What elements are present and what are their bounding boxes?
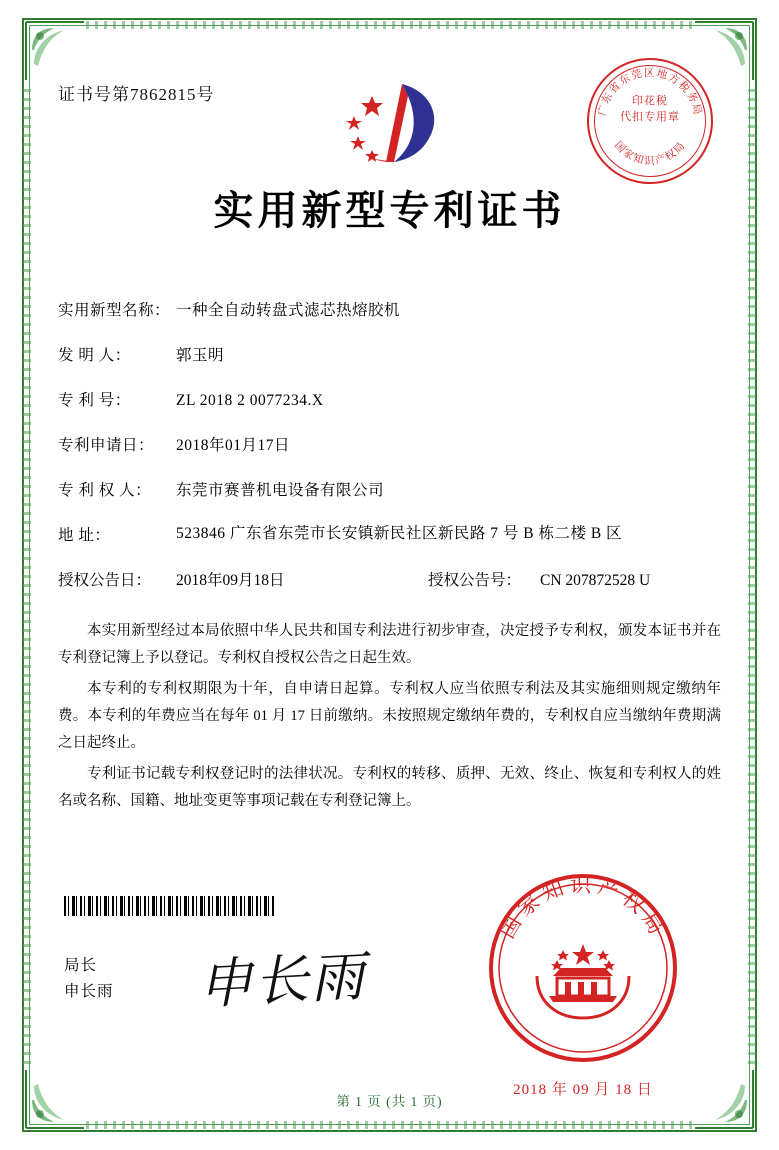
director-label: 局长 bbox=[64, 957, 98, 974]
field-application-date bbox=[58, 429, 721, 463]
field-value: 2018年01月17日 bbox=[176, 437, 291, 454]
field-value: 523846 广东省东莞市长安镇新民社区新民路 7 号 B 栋二楼 B 区 bbox=[176, 525, 623, 542]
field-patent-number bbox=[58, 384, 721, 418]
field-label: 地 址： bbox=[58, 527, 111, 544]
field-label: 实用新型名称： bbox=[58, 302, 171, 319]
field-utility-model-name bbox=[58, 294, 721, 328]
cnipa-logo-icon bbox=[328, 66, 458, 176]
paragraph-1: 本实用新型经过本局依照中华人民共和国专利法进行初步审查，决定授予专利权，颁发本证书并在专利登记簿上予以登记。专利权自授权公告之日起生效。 bbox=[58, 623, 721, 666]
field-label: 专 利 权 人： bbox=[58, 482, 152, 499]
grant-announcement-row bbox=[58, 564, 721, 598]
tax-stamp-line-2: 代扣专用章 bbox=[620, 111, 680, 123]
grant-announcement-number bbox=[428, 564, 650, 598]
grant-announcement-date bbox=[58, 564, 428, 598]
legal-text bbox=[58, 618, 721, 815]
tax-stamp bbox=[587, 58, 713, 184]
svg-text:国家知识产权局: 国家知识产权局 bbox=[494, 873, 672, 943]
field-address bbox=[58, 519, 721, 553]
paragraph-2: 本专利的专利权期限为十年，自申请日起算。专利权人应当依照专利法及其实施细则规定缴纳年费。本专利的年费应当在每年 01 月 17 日前缴纳。未按照规定缴纳年费的，专利权自应当缴纳年费期满之日起终止。 bbox=[58, 681, 721, 751]
page-title: 实用新型专利证书 bbox=[213, 188, 566, 233]
field-inventor bbox=[58, 339, 721, 373]
field-list bbox=[58, 294, 721, 598]
barcode bbox=[64, 896, 274, 916]
field-label: 专 利 号： bbox=[58, 392, 131, 409]
field-value: 郭玉明 bbox=[176, 347, 225, 364]
certificate-content bbox=[58, 58, 721, 1110]
official-seal bbox=[485, 870, 681, 1066]
seal-date: 2018 年 09 月 18 日 bbox=[513, 1082, 653, 1098]
svg-text:国家知识产权局: 国家知识产权局 bbox=[611, 139, 689, 167]
field-value: ZL 2018 2 0077234.X bbox=[176, 392, 324, 409]
field-label: 专利申请日： bbox=[58, 437, 155, 454]
director-name: 申长雨 bbox=[64, 983, 114, 1000]
field-label: 发 明 人： bbox=[58, 347, 131, 364]
field-value: 2018年09月18日 bbox=[176, 572, 285, 589]
tax-stamp-line-1: 印花税 bbox=[632, 95, 668, 107]
svg-text:广东省东莞区地方税务局: 广东省东莞区地方税务局 bbox=[597, 68, 703, 118]
field-value: CN 207872528 U bbox=[540, 572, 651, 589]
field-patentee bbox=[58, 474, 721, 508]
field-value: 东莞市赛普机电设备有限公司 bbox=[176, 482, 385, 499]
director-signature: 申长雨 bbox=[196, 944, 368, 1017]
director-block bbox=[64, 953, 114, 1005]
field-value: 一种全自动转盘式滤芯热熔胶机 bbox=[176, 302, 401, 319]
field-label: 授权公告号： bbox=[428, 572, 522, 589]
page-footer: 第 1 页 (共 1 页) bbox=[336, 1094, 443, 1109]
certificate-number: 证书号第7862815号 bbox=[58, 85, 215, 104]
paragraph-3: 专利证书记载专利权登记时的法律状况。专利权的转移、质押、无效、终止、恢复和专利权人的姓名或名称、国籍、地址变更等事项记载在专利登记簿上。 bbox=[58, 766, 721, 809]
field-label: 授权公告日： bbox=[58, 572, 152, 589]
